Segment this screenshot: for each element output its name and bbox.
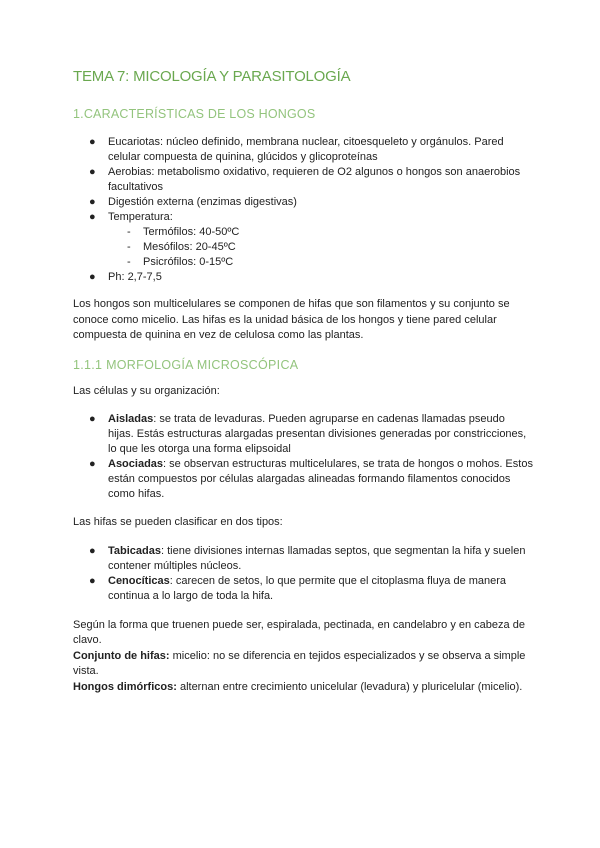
term: Aisladas	[108, 413, 154, 425]
section-heading-morfologia: 1.1.1 MORFOLOGÍA MICROSCÓPICA	[73, 357, 299, 372]
hifas-list	[73, 544, 533, 604]
list-item: ● Tabicadas: tiene divisiones internas llamadas septos, que segmentan la hifa y suelen contener múltiples núcleos.	[89, 544, 526, 572]
dash-icon: -	[127, 241, 131, 253]
bullet-icon: ●	[89, 413, 96, 425]
bullet-icon: ●	[89, 458, 96, 470]
list-item: ● Eucariotas: núcleo definido, membrana nuclear, citoesqueleto y orgánulos. Pared celular compuesta de quinina, glúcidos y glicoproteínas	[89, 136, 504, 163]
list-item: ● Temperatura:	[89, 211, 173, 223]
list-item: - Termófilos: 40-50ºC	[127, 226, 240, 238]
list-item: ● Aisladas: se trata de levaduras. Pueden agruparse en cadenas llamadas pseudo hijas. Estás estructuras alargadas presentan divisiones generadas por constricciones, lo que les otorga una forma elipsoidal	[89, 413, 527, 455]
paragraph: Según la forma que truenen puede ser, espiralada, pectinada, en candelabro y en cabeza de clavo.	[73, 618, 525, 646]
list-item: ● Asociadas: se observan estructuras multicelulares, se trata de hongos o mohos. Estos están compuestos por células alargadas alineadas formando filamentos conocidos como hifas.	[89, 458, 533, 500]
paragraph: Las hifas se pueden clasificar en dos tipos:	[73, 516, 283, 528]
paragraph: Conjunto de hifas: micelio: no se diferencia en tejidos especializados y se observa a simple vista.	[73, 649, 526, 677]
term: Cenocíticas	[108, 574, 170, 587]
characteristics-list	[73, 135, 533, 225]
bullet-icon: ●	[89, 196, 96, 208]
temperature-list	[73, 225, 533, 270]
paragraph: Los hongos son multicelulares se componen de hifas que son filamentos y su conjunto se conoce como micelio. Las hifas es la unidad básica de los hongos y tiene pared celular compuesta de quinina en vez de celulosa como las plantas.	[73, 298, 510, 341]
list-item: ● Aerobias: metabolismo oxidativo, requieren de O2 algunos o hongos son anaerobios facultativos	[89, 166, 521, 193]
dash-icon: -	[127, 226, 131, 238]
cells-list	[73, 412, 533, 502]
term: Asociadas	[108, 458, 164, 470]
document-page	[73, 68, 533, 695]
bullet-icon: ●	[89, 136, 96, 148]
list-item: - Psicrófilos: 0-15ºC	[127, 256, 234, 268]
bullet-icon: ●	[89, 166, 96, 178]
list-item: - Mesófilos: 20-45ºC	[127, 241, 236, 253]
bullet-icon: ●	[89, 574, 96, 587]
dash-icon: -	[127, 256, 131, 268]
paragraph: Las células y su organización:	[73, 384, 220, 397]
bullet-icon: ●	[89, 271, 96, 283]
section-heading-caracteristicas: 1.CARACTERÍSTICAS DE LOS HONGOS	[73, 107, 316, 121]
page-title: TEMA 7: MICOLOGÍA Y PARASITOLOGÍA	[73, 68, 351, 85]
paragraph: Hongos dimórficos: alternan entre crecimiento unicelular (levadura) y pluricelular (micelio).	[73, 680, 523, 693]
term: Hongos dimórficos:	[73, 680, 177, 693]
ph-list	[73, 270, 533, 285]
term: Tabicadas	[108, 544, 161, 557]
list-item: ● Cenocíticas: carecen de setos, lo que permite que el citoplasma fluya de manera continua a lo largo de toda la hifa.	[89, 574, 507, 602]
list-item: ● Digestión externa (enzimas digestivas)	[89, 196, 297, 208]
list-item: ● Ph: 2,7-7,5	[89, 271, 162, 283]
term: Conjunto de hifas:	[73, 649, 170, 662]
bullet-icon: ●	[89, 211, 96, 223]
bullet-icon: ●	[89, 544, 96, 557]
